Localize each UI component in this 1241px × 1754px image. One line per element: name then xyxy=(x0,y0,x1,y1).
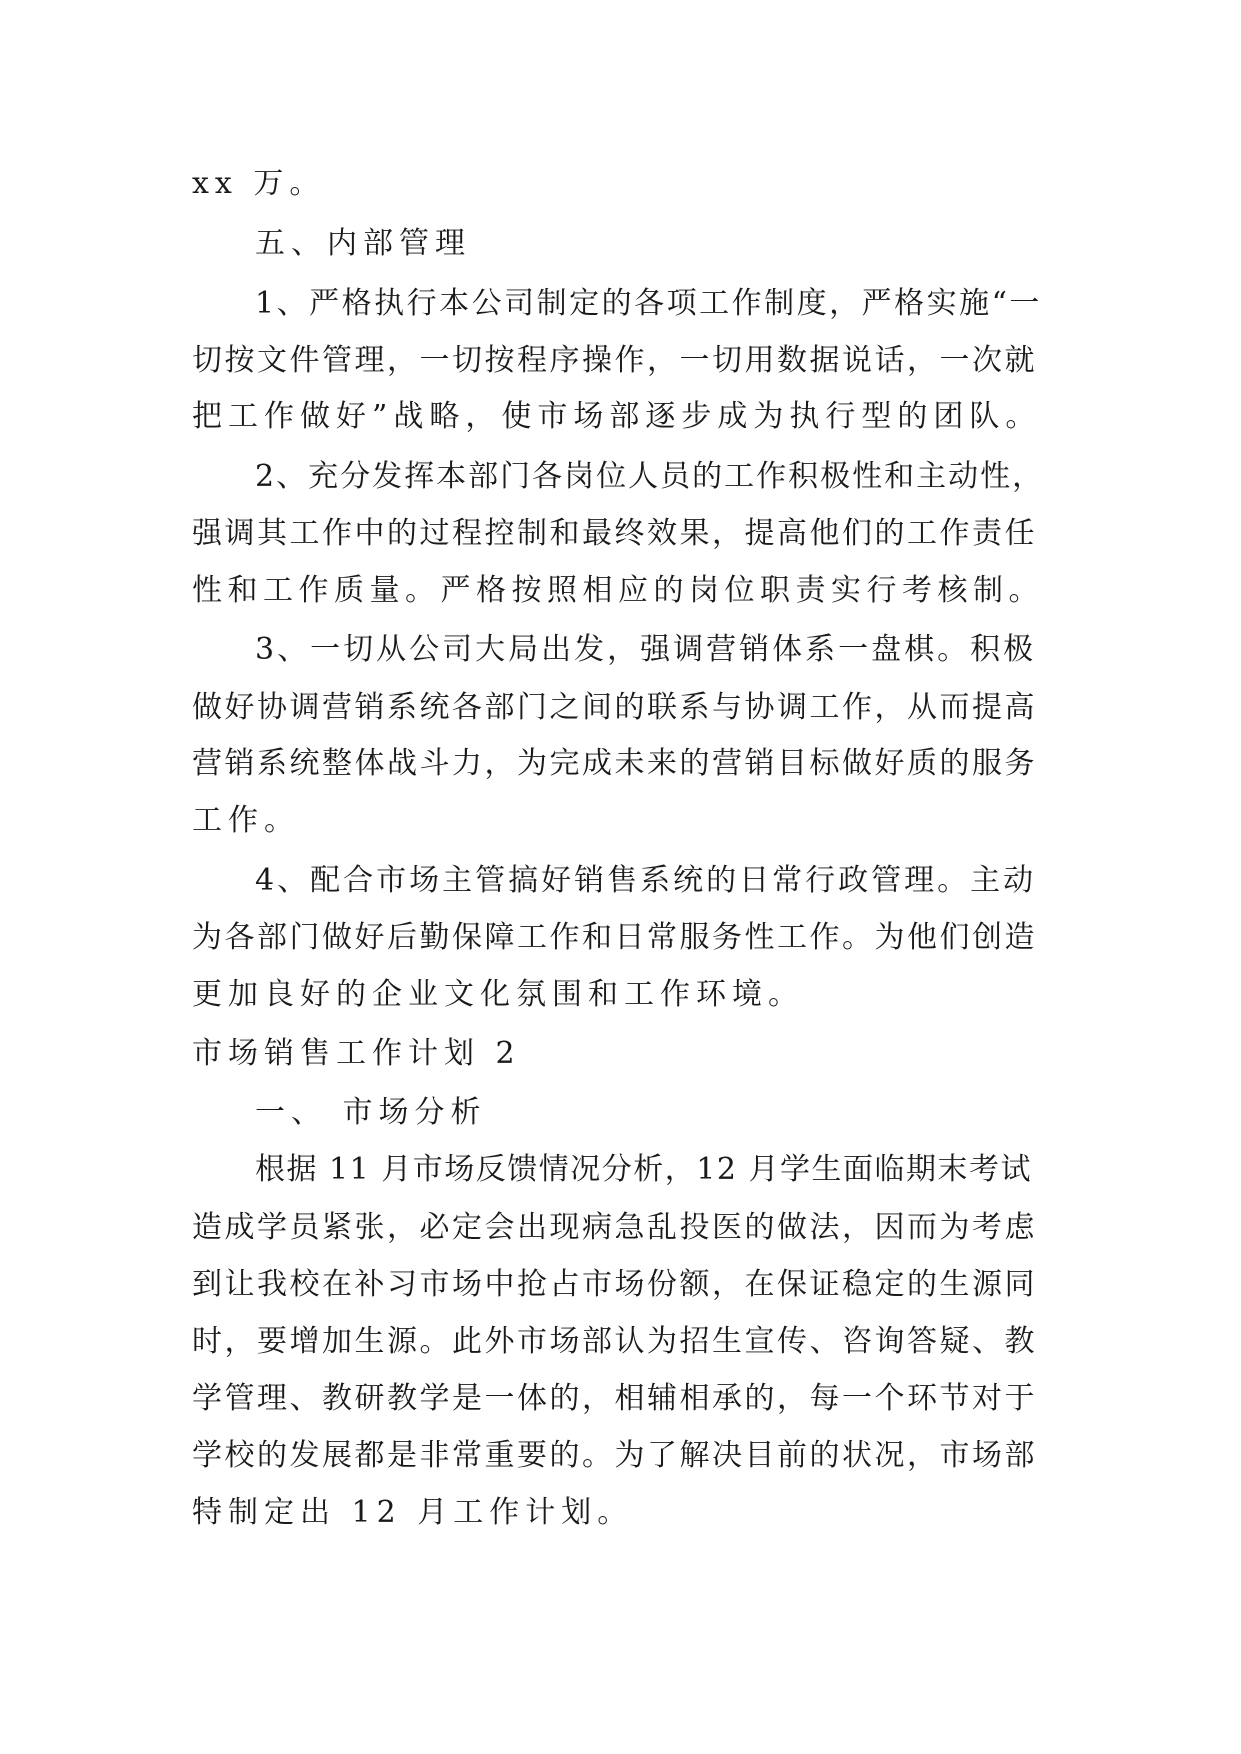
section-heading: 一、 市场分析 xyxy=(255,1095,487,1130)
text-line: 更加良好的企业文化氛围和工作环境。 xyxy=(192,977,804,1012)
text-line: 到让我校在补习市场中抢占市场份额，在保证稳定的生源同 xyxy=(192,1267,1037,1302)
text-line: 强调其工作中的过程控制和最终效果，提高他们的工作责任 xyxy=(192,516,1037,551)
text-line: 时，要增加生源。此外市场部认为招生宣传、咨询答疑、教 xyxy=(192,1324,1037,1359)
text-line: 营销系统整体战斗力，为完成未来的营销目标做好质的服务 xyxy=(192,746,1037,781)
text-line: 特制定出 12 月工作计划。 xyxy=(192,1495,634,1530)
text-line: 为各部门做好后勤保障工作和日常服务性工作。为他们创造 xyxy=(192,920,1037,955)
text-line: 根据 11 月市场反馈情况分析，12 月学生面临期末考试 xyxy=(255,1152,1032,1187)
text-line: 造成学员紧张，必定会出现病急乱投医的做法，因而为考虑 xyxy=(192,1210,1037,1245)
text-line: 1、严格执行本公司制定的各项工作制度，严格实施“一 xyxy=(255,286,1042,321)
text-line: 学校的发展都是非常重要的。为了解决目前的状况，市场部 xyxy=(192,1438,1037,1473)
document-title: 市场销售工作计划 2 xyxy=(192,1036,521,1071)
text-line: 把工作做好”战略，使市场部逐步成为执行型的团队。 xyxy=(192,399,1042,434)
text-line: 做好协调营销系统各部门之间的联系与协调工作，从而提高 xyxy=(192,690,1037,725)
text-line: xx 万。 xyxy=(192,166,326,201)
text-line: 2、充分发挥本部门各岗位人员的工作积极性和主动性， xyxy=(255,459,1045,494)
section-heading: 五、内部管理 xyxy=(255,226,471,261)
text-line: 性和工作质量。严格按照相应的岗位职责实行考核制。 xyxy=(192,573,1044,608)
text-line: 4、配合市场主管搞好销售系统的日常行政管理。主动 xyxy=(255,863,1037,898)
text-line: 切按文件管理，一切按程序操作，一切用数据说话，一次就 xyxy=(192,343,1037,378)
text-line: 3、一切从公司大局出发，强调营销体系一盘棋。积极 xyxy=(255,632,1037,667)
text-line: 学管理、教研教学是一体的，相辅相承的，每一个环节对于 xyxy=(192,1381,1037,1416)
text-line: 工作。 xyxy=(192,803,300,838)
